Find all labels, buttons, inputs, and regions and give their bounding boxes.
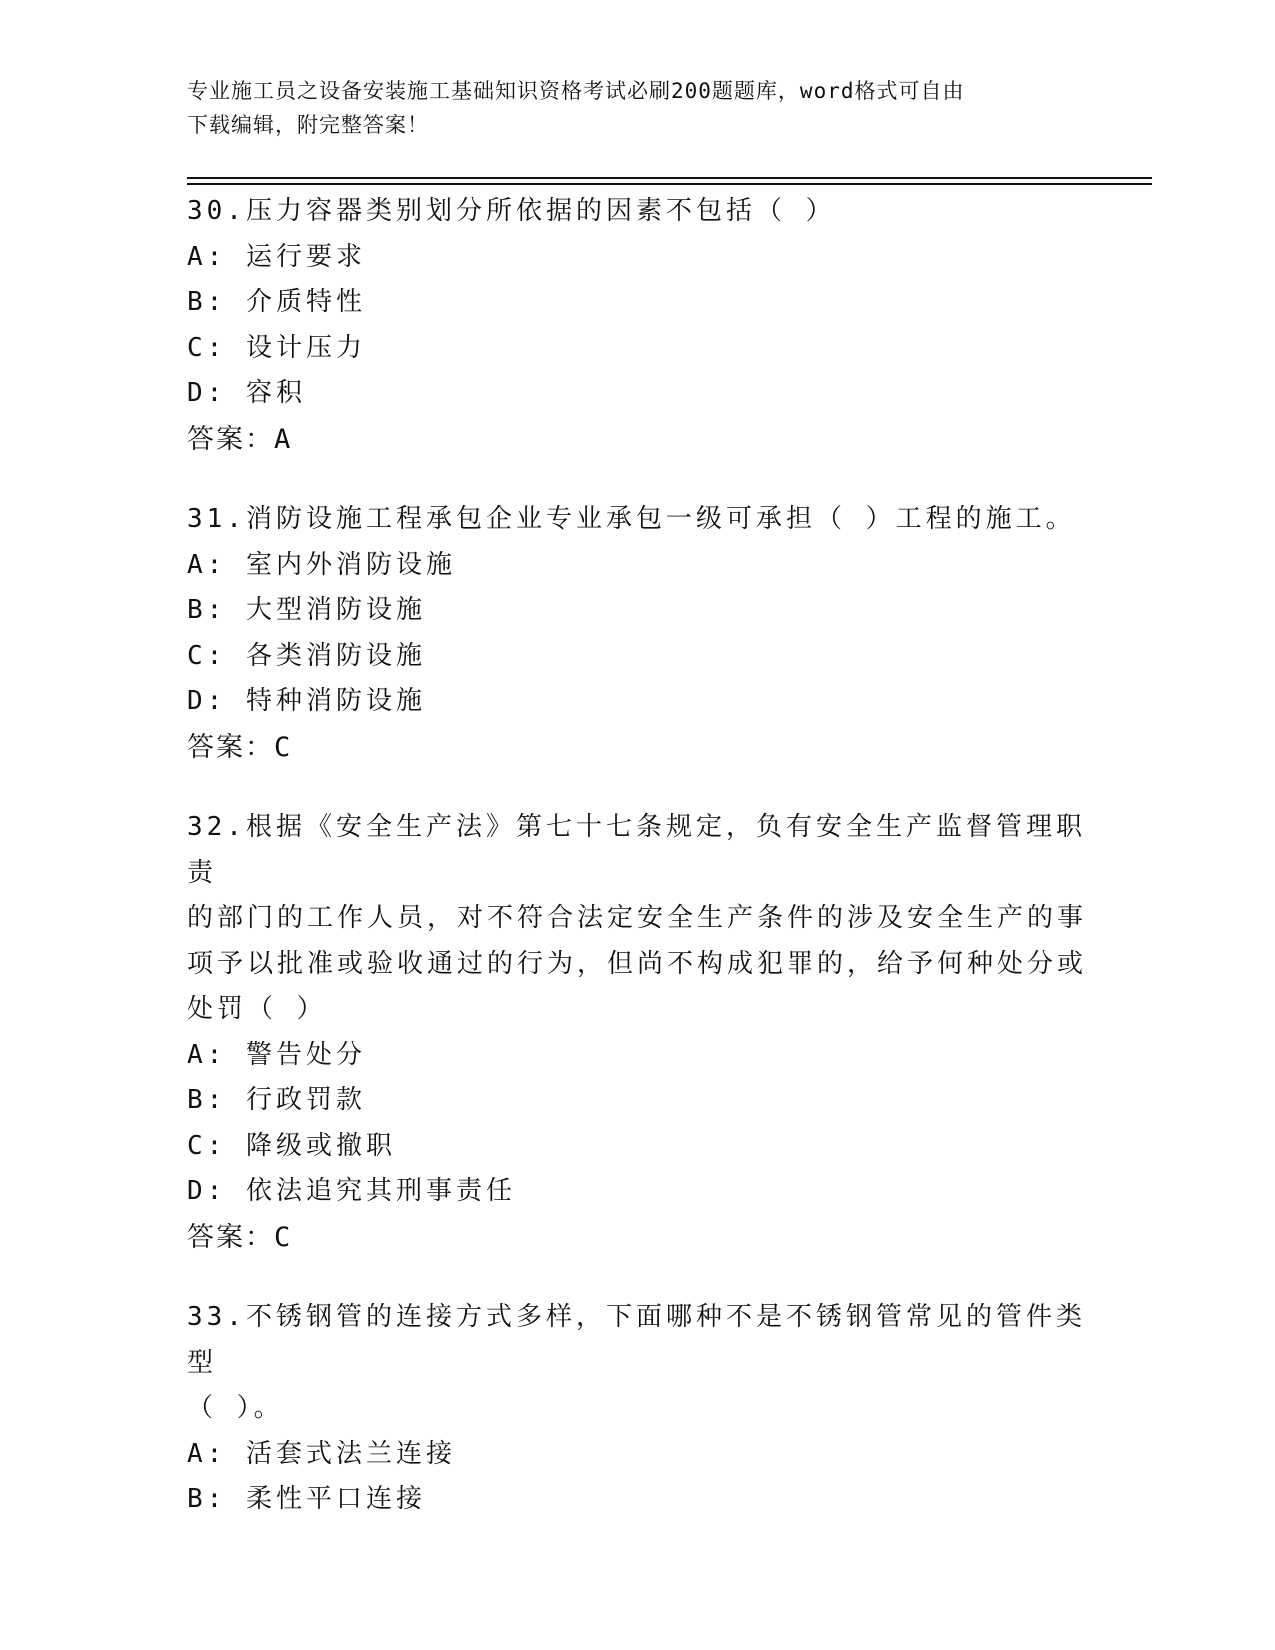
question-33 — [187, 1295, 1087, 1523]
option-a: A: 警告处分 — [187, 1039, 366, 1070]
option-c: C: 各类消防设施 — [187, 640, 426, 671]
option-d: D: 容积 — [187, 378, 306, 408]
option-b: B: 大型消防设施 — [187, 595, 426, 625]
question-32 — [187, 805, 1087, 1260]
question-30 — [187, 189, 1087, 462]
question-stem: 31.消防设施工程承包企业专业承包一级可承担（ ）工程的施工。 — [187, 504, 1076, 534]
answer-line: 答案：A — [187, 423, 293, 455]
header-line-2: 下载编辑，附完整答案！ — [187, 113, 429, 137]
option-a: A: 运行要求 — [187, 241, 366, 272]
document-header — [187, 74, 1087, 142]
question-stem: 30.压力容器类别划分所依据的因素不包括（ ） — [187, 196, 836, 226]
answer-line: 答案：C — [187, 1221, 293, 1253]
question-stem: 32.根据《安全生产法》第七十七条规定，负有安全生产监督管理职责 的部门的工作人员，对不符合法定安全生产条件的涉及安全生产的事 项予以批准或验收通过的行为，但尚不构成犯罪的，给予何种处分或 处罚（ ） — [187, 812, 1088, 1024]
option-d: D: 依法追究其刑事责任 — [187, 1176, 516, 1206]
option-c: C: 降级或撤职 — [187, 1130, 396, 1161]
option-d: D: 特种消防设施 — [187, 686, 426, 716]
option-c: C: 设计压力 — [187, 332, 366, 363]
header-divider-bottom — [187, 183, 1152, 185]
header-line-1: 专业施工员之设备安装施工基础知识资格考试必刷200题题库，word格式可自由 — [187, 79, 965, 103]
option-a: A: 室内外消防设施 — [187, 549, 456, 580]
option-b: B: 介质特性 — [187, 287, 366, 317]
question-list — [187, 189, 1087, 1558]
option-b: B: 行政罚款 — [187, 1085, 366, 1115]
question-stem: 33.不锈钢管的连接方式多样，下面哪种不是不锈钢管常见的管件类型 （ ）。 — [187, 1302, 1086, 1423]
answer-line: 答案：C — [187, 731, 293, 763]
question-31 — [187, 497, 1087, 770]
option-b: B: 柔性平口连接 — [187, 1484, 426, 1514]
option-a: A: 活套式法兰连接 — [187, 1438, 456, 1469]
header-divider-top — [187, 177, 1152, 179]
